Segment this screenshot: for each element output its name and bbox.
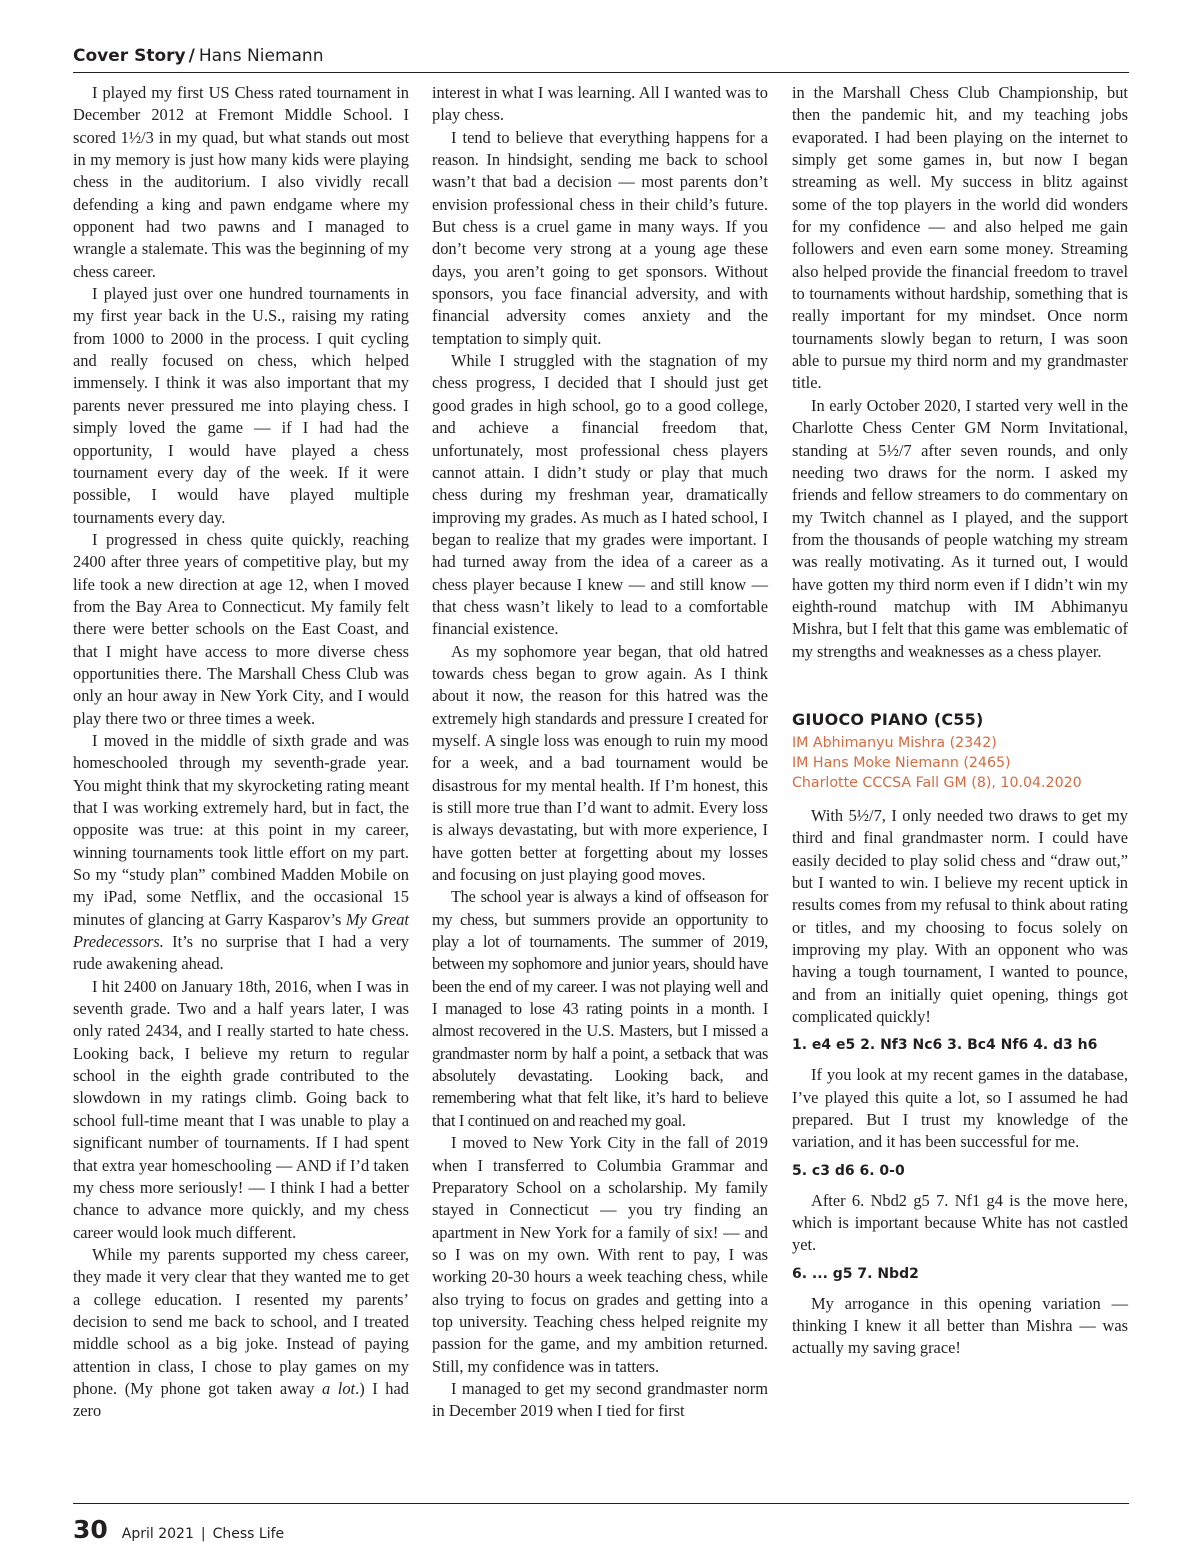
paragraph: I progressed in chess quite quickly, reaching 2400 after three years of competitive play, but my life took a new direction at age 12, when I moved from the Bay Area to Connecticut. My family felt there were better schools on the East Coast, and that I might have access to more diverse chess opportunities there. The Marshall Chess Club was only an hour away in New York City, and I would play there two or three times a week.	[73, 529, 409, 728]
paragraph-text: .) I had zero	[73, 1378, 409, 1421]
issue-date: April 2021	[121, 1526, 194, 1542]
footer-separator: |	[200, 1526, 206, 1542]
magazine-name: Chess Life	[212, 1526, 285, 1542]
column-1	[73, 82, 409, 1423]
game-title: GIUOCO PIANO (C55)	[792, 709, 984, 729]
paragraph: I moved to New York City in the fall of 2019 when I transferred to Columbia Grammar and Preparatory School on a scholarship. My family stayed in Connecticut — you try finding an apartment in New York for a family of six! — and so I was on my own. With rent to pay, I was working 20-30 hours a week teaching chess, while also trying to focus on grades and getting into a top university. Teaching chess helped reignite my passion for the game, and my ambition returned. Still, my confidence was in tatters.	[432, 1133, 768, 1376]
running-header	[73, 44, 1129, 73]
annotation: If you look at my recent games in the database, I’ve played this quite a lot, so I assumed he had prepared. But I trust my knowledge of the variation, and it has been successful for me.	[792, 1065, 1128, 1152]
paragraph: I played just over one hundred tournaments in my first year back in the U.S., raising my rating from 1000 to 2000 in the process. I quit cycling and really focused on chess, which helped immensely. I think it was also important that my parents never pressured me into playing chess. I simply loved the game — if I had had the opportunity, I would have played a chess tournament every day of the week. If it were possible, I would have played multiple tournaments every day.	[73, 284, 409, 527]
paragraph	[73, 1244, 409, 1423]
annotation: My arrogance in this opening variation — thinking I knew it all better than Mishra — was actually my saving grace!	[792, 1293, 1128, 1358]
paragraph: I tend to believe that everything happens for a reason. In hindsight, sending me back to school wasn’t that bad a decision — most parents don’t envision professional chess in their child’s future. But chess is a cruel game in many ways. If you don’t become very strong at a young age these days, you aren’t going to get sponsors. Without sponsors, you face financial adversity, and with financial adversity comes anxiety and the temptation to simply quit.	[432, 127, 768, 348]
page-number: 30	[73, 1515, 108, 1544]
paragraph: in the Marshall Chess Club Championship, but then the pandemic hit, and my teaching jobs evaporated. I had been playing on the internet to simply get some games in, but now I began streaming as well. My success in blitz against some of the top players in the world did wonders for my confidence — and also helped me gain followers and even earn some money. Streaming also helped provide the financial freedom to travel to tournaments without hardship, something that is really important for my mindset. Once norm tournaments slowly began to return, I was soon able to pursue my third norm and my grandmaster title.	[792, 83, 1128, 393]
move-list: 1. e4 e5 2. Nf3 Nc6 3. Bc4 Nf6 4. d3 h6	[792, 1037, 1098, 1054]
paragraph-text: It’s no surprise that I had a very rude awakening ahead.	[73, 932, 409, 974]
paragraph: While I struggled with the stagnation of my chess progress, I decided that I should just get good grades in high school, go to a good college, and achieve a financial freedom that, unfortunately, most professional chess players cannot attain. I didn’t study or play that much chess during my freshman year, dramatically improving my grades. As much as I hated school, I began to realize that my grades were important. I had turned away from the idea of a career as a chess player because I knew — and still know — that chess wasn’t likely to lead to a comfortable financial existence.	[432, 351, 768, 639]
paragraph-text: I moved in the middle of sixth grade and was homeschooled through my seventh-grade year. You might think that my skyrocketing rating meant that I was working extremely hard, but in fact, the opposite was true: at this point in my career, winning tournaments took little effort on my part. So my “study plan” combined Madden Mobile on my iPad, some Netflix, and the occasional 15 minutes of glancing at Garry Kasparov’s	[73, 730, 409, 929]
paragraph	[73, 730, 409, 976]
header-subject: Hans Niemann	[198, 46, 324, 66]
black-player: IM Hans Moke Niemann (2465)	[792, 754, 1011, 771]
annotation: After 6. Nbd2 g5 7. Nf1 g4 is the move here, which is important because White has not castled yet.	[792, 1190, 1128, 1255]
paragraph-text: While my parents supported my chess career, they made it very clear that they wanted me to get a college education. I resented my parents’ decision to send me back to school, and I treated middle school as a big joke. Instead of paying attention in class, I chose to play games on my phone. (My phone got taken away	[73, 1244, 409, 1398]
paragraph: As my sophomore year began, that old hatred towards chess began to grow again. As I think about it now, the reason for this hatred was the extremely high standards and pressure I created for myself. A single loss was enough to ruin my mood for a week, and a bad tournament would be disastrous for my mental health. If I’m honest, this is still more true than I’d want to admit. Every loss is always devastating, but with more experience, I have gotten better at forgetting about my losses and focusing on just playing good moves.	[432, 641, 768, 885]
emphasis: a lot	[322, 1378, 356, 1398]
paragraph: I managed to get my second grandmaster norm in December 2019 when I tied for first	[432, 1378, 768, 1421]
move-list: 5. c3 d6 6. 0-0	[792, 1162, 905, 1179]
white-player: IM Abhimanyu Mishra (2342)	[792, 734, 997, 751]
paragraph: interest in what I was learning. All I wanted was to play chess.	[432, 83, 768, 125]
page-footer	[73, 1515, 284, 1544]
book-title: My Great Predecessors.	[73, 909, 409, 952]
paragraph: The school year is always a kind of offseason for my chess, but summers provide an opportunity to play a lot of tournaments. The summer of 2019, between my sophomore and junior years, should have been the end of my career. I was not playing well and I managed to lose 43 rating points in a month. I almost recovered in the U.S. Masters, but I missed a grandmaster norm by half a point, a setback that was absolutely devastating. Looking back, and remembering what that felt like, it’s hard to believe that I continued on and reached my goal.	[432, 887, 768, 1130]
header-slash: /	[188, 46, 195, 66]
footer-rule	[73, 1503, 1129, 1504]
column-3	[792, 82, 1128, 1360]
paragraph: I played my first US Chess rated tournament in December 2012 at Fremont Middle School. I scored 1½/3 in my quad, but what stands out most in my memory is just how many kids were playing chess in the auditorium. I also vividly recall defending a king and pawn endgame where my opponent had two pawns and I managed to wrangle a stalemate. This was the beginning of my chess career.	[73, 83, 409, 281]
game-heading	[792, 709, 1128, 793]
paragraph: I hit 2400 on January 18th, 2016, when I was in seventh grade. Two and a half years later, I was only rated 2434, and I really started to hate chess. Looking back, I believe my return to regular school in the eighth grade contributed to the slowdown in my ratings climb. Going back to school full-time meant that I was unable to play a significant number of tournaments. If I had spent that extra year homeschooling — AND if I’d taken my chess more seriously! — I think I had a better chance to advance more quickly, and my chess career would look much different.	[73, 976, 409, 1242]
column-2	[432, 82, 768, 1423]
move-list: 6. ... g5 7. Nbd2	[792, 1265, 919, 1282]
event-info: Charlotte CCCSA Fall GM (8), 10.04.2020	[792, 774, 1082, 791]
section-label: Cover Story	[73, 46, 186, 66]
paragraph: In early October 2020, I started very well in the Charlotte Chess Center GM Norm Invitational, standing at 5½/7 after seven rounds, and only needing two draws for the norm. I asked my friends and fellow streamers to do commentary on my Twitch channel as I played, and the support from the thousands of people watching my stream was really motivating. As it turned out, I would have gotten my third norm even if I didn’t win my eighth-round matchup with IM Abhimanyu Mishra, but I felt that this game was emblematic of my strengths and weaknesses as a chess player.	[792, 395, 1128, 661]
annotation: With 5½/7, I only needed two draws to get my third and final grandmaster norm. I could have easily decided to play solid chess and “draw out,” but I wanted to win. I believe my recent uptick in results comes from my refusal to think about rating or titles, and my choosing to focus solely on improving my play. With an opponent who was having a tough tournament, I wanted to pounce, and from an initially quiet opening, things got complicated quickly!	[792, 805, 1128, 1027]
